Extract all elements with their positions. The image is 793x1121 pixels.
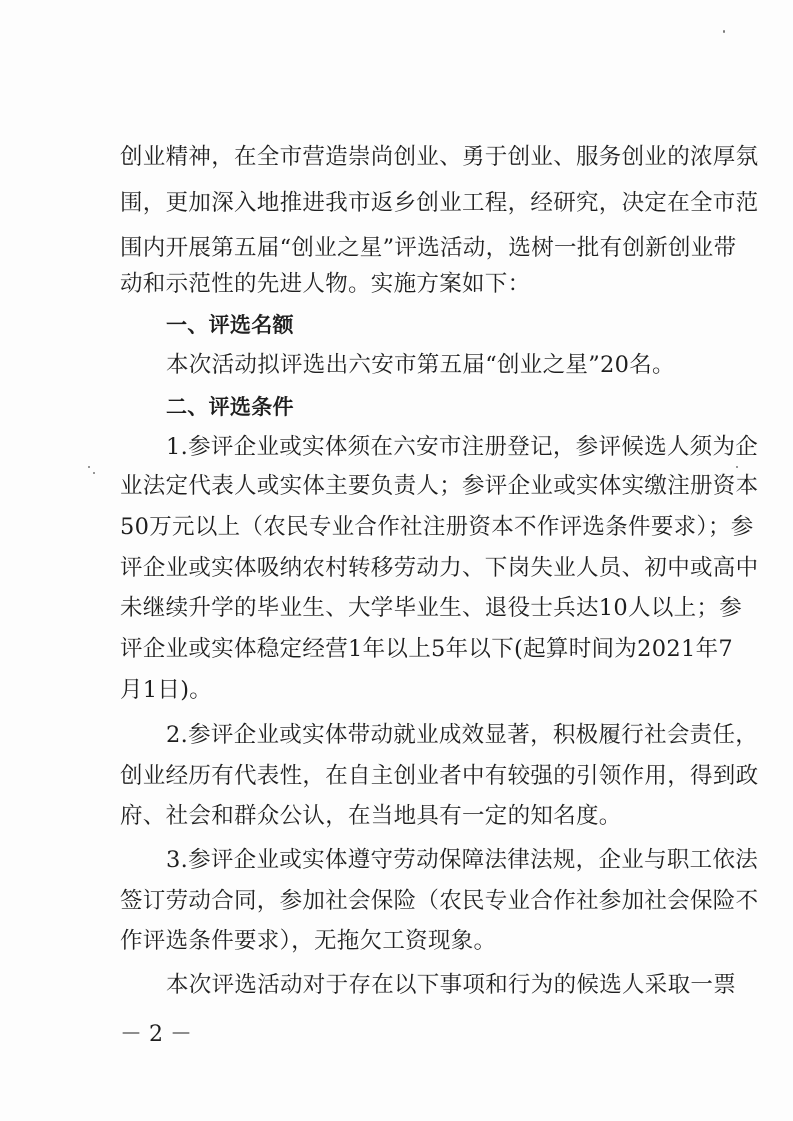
body-text-line: 评企业或实体吸纳农村转移劳动力、下岗失业人员、初中或高中 (120, 555, 759, 581)
section-heading-conditions: 二、评选条件 (166, 395, 294, 419)
body-text-line: 作评选条件要求），无拖欠工资现象。 (120, 928, 497, 954)
body-text-line: 围内开展第五届“创业之星”评选活动，选树一批有创新创业带 (120, 235, 737, 261)
scan-speck (93, 472, 95, 474)
scan-speck (88, 466, 90, 468)
scan-speck (723, 30, 725, 33)
body-text-line: 评企业或实体稳定经营1年以上5年以下(起算时间为2021年7 (120, 636, 733, 662)
condition-item-3: 3.参评企业或实体遵守劳动保障法律法规，企业与职工依法 (166, 847, 759, 873)
body-text-line: 业法定代表人或实体主要负责人；参评企业或实体实缴注册资本 (120, 473, 759, 499)
body-text-line: 签订劳动合同，参加社会保险（农民专业合作社参加社会保险不 (120, 888, 759, 914)
page-number: － 2 － (120, 1022, 192, 1047)
body-text-line: 动和示范性的先进人物。实施方案如下： (120, 271, 531, 297)
body-text-line: 50万元以上（农民专业合作社注册资本不作评选条件要求）；参 (120, 514, 754, 540)
body-text-line: 创业经历有代表性，在自主创业者中有较强的引领作用，得到政 (120, 763, 759, 789)
body-text-line: 未继续升学的毕业生、大学毕业生、退役士兵达10人以上；参 (120, 595, 743, 621)
body-text-line: 府、社会和群众公认，在当地具有一定的知名度。 (120, 803, 622, 829)
body-text-line: 本次活动拟评选出六安市第五届“创业之星”20名。 (166, 352, 675, 378)
body-text-line: 围，更加深入地推进我市返乡创业工程，经研究，决定在全市范 (120, 190, 759, 216)
condition-item-2: 2.参评企业或实体带动就业成效显著，积极履行社会责任， (166, 722, 759, 748)
body-text-line: 月1日)。 (120, 677, 213, 703)
body-text-line: 本次评选活动对于存在以下事项和行为的候选人采取一票 (166, 972, 737, 998)
condition-item-1: 1.参评企业或实体须在六安市注册登记，参评候选人须为企 (166, 434, 759, 460)
body-text-line: 创业精神，在全市营造崇尚创业、勇于创业、服务创业的浓厚氛 (120, 144, 759, 170)
section-heading-quota: 一、评选名额 (166, 313, 294, 337)
scan-speck (736, 466, 738, 468)
